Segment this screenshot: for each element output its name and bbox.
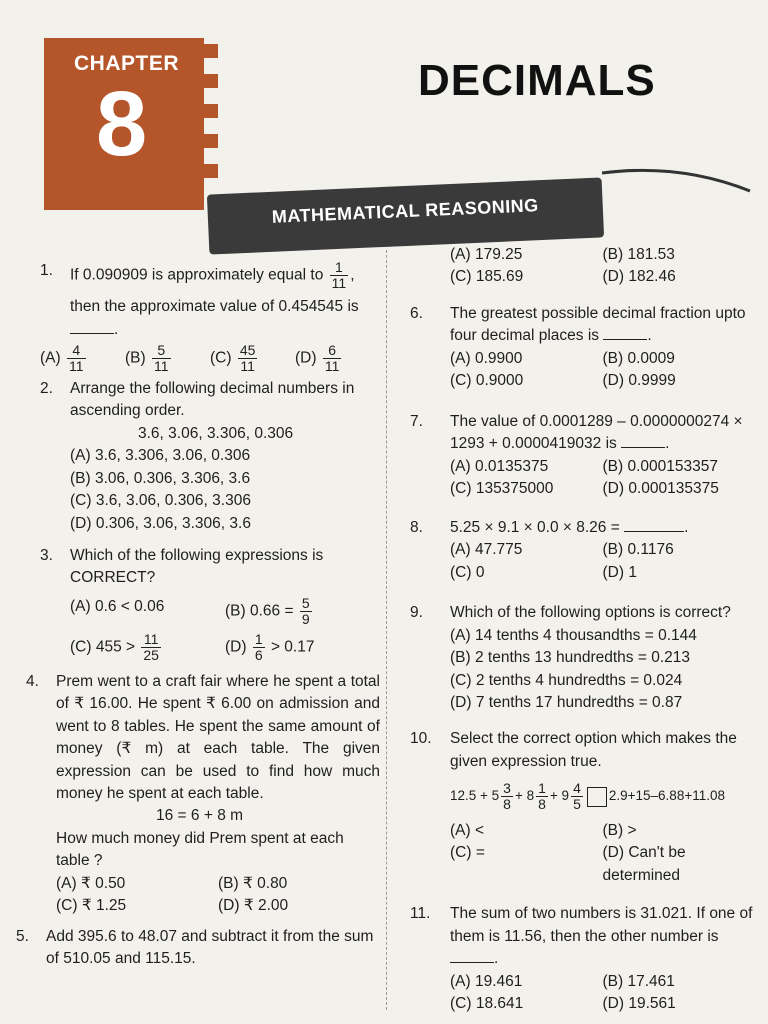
option-a: (A) 14 tenths 4 thousandths = 0.144	[450, 626, 697, 644]
numerator: 4	[573, 780, 581, 797]
option-c: (C) 2 tenths 4 hundredths = 0.024	[450, 671, 683, 689]
option-label: (C)	[210, 349, 232, 367]
numerator: 1	[538, 780, 546, 797]
question-text: Which of the following options is correct?	[450, 604, 731, 622]
option-label: (D)	[225, 638, 247, 656]
question-3	[40, 545, 380, 663]
fraction	[141, 632, 161, 662]
question-number: 5.	[16, 927, 29, 945]
option-b: (B) 0.0009	[602, 349, 675, 367]
option-b: (B) >	[602, 821, 637, 839]
question-6: 6. The greatest possible decimal fraction upto four decimal places is . (A) 0.9900 (B) 0.0009 (C) 0.9000 (D) 0.9999	[410, 303, 755, 393]
numerator: 11	[141, 632, 161, 648]
expr-part: + 8	[514, 788, 535, 804]
fraction	[300, 596, 312, 626]
option-d: (D) 1	[602, 563, 637, 581]
options-row-2	[70, 632, 380, 662]
question-text: Add 395.6 to 48.07 and subtract it from the sum of 510.05 and 115.15.	[46, 927, 374, 968]
answer-blank	[70, 321, 114, 334]
option-a: (A) 0.0135375	[450, 457, 549, 475]
expression: 16 = 6 + 8 m	[156, 807, 244, 825]
decorative-swoosh	[600, 165, 755, 195]
question-7: 7. The value of 0.0001289 – 0.0000000274 × 1293 + 0.0000419032 is . (A) 0.0135375 (B) 0.000153357 (C) 135375000 (D) 0.000135375	[410, 411, 755, 501]
badge-tab	[204, 134, 218, 148]
question-11: 11. The sum of two numbers is 31.021. If one of them is 11.56, then the other number is . (A) 19.461 (B) 17.461 (C) 18.641 (D) 19.561	[410, 903, 755, 1015]
option-d: (D) 0.000135375	[602, 480, 719, 498]
option-c: (C) 0.9000	[450, 372, 524, 390]
chapter-number: 8	[96, 73, 148, 175]
option-b: (B) 2 tenths 13 hundredths = 0.213	[450, 649, 690, 667]
numerator: 5	[152, 343, 171, 359]
denominator: 11	[331, 274, 347, 291]
question-8: 8. 5.25 × 9.1 × 0.0 × 8.26 = . (A) 47.775 (B) 0.1176 (C) 0 (D) 1	[410, 517, 755, 584]
fraction	[536, 781, 548, 811]
options-row-1	[56, 873, 380, 895]
fraction	[330, 260, 349, 290]
question-number: 7.	[410, 412, 423, 430]
option-d: (D) 19.561	[602, 995, 676, 1013]
option-c: (C) ₹ 1.25	[56, 897, 127, 915]
option-a: (A) 179.25	[450, 246, 523, 263]
badge-tab	[204, 104, 218, 118]
option-d	[225, 632, 380, 662]
option-b: (B) 181.53	[602, 246, 675, 263]
expression	[450, 781, 755, 811]
fraction	[238, 343, 258, 373]
fraction	[253, 632, 265, 662]
fraction	[501, 781, 513, 811]
column-divider	[386, 250, 387, 1010]
question-number: 6.	[410, 304, 423, 322]
option-a: (A) 19.461	[450, 972, 523, 990]
option-c: (C) =	[450, 844, 485, 862]
option-label: (D)	[295, 349, 317, 367]
question-text: The greatest possible decimal fraction upto four decimal places is	[450, 304, 746, 345]
fraction	[571, 781, 583, 811]
question-number: 10.	[410, 730, 432, 748]
question-5-options	[410, 244, 755, 289]
option-b: (B) ₹ 0.80	[218, 874, 288, 892]
option-text: > 0.17	[270, 638, 315, 656]
right-column	[410, 244, 755, 1016]
question-text: Prem went to a craft fair where he spent a total of ₹ 16.00. He spent ₹ 6.00 on admission and went to 8 tables. He spent the same amount of money (₹ m) at each table. The given expression can be used to find how much money he spent at each table.	[56, 672, 380, 802]
question-2	[40, 378, 380, 535]
option-a: (A) <	[450, 821, 485, 839]
option-b	[225, 596, 380, 626]
question-text: Select the correct option which makes the given expression true.	[450, 730, 737, 770]
option-c: (C) 135375000	[450, 480, 554, 498]
option-c	[70, 632, 225, 662]
question-number: 1.	[40, 262, 53, 279]
numerator: 3	[503, 780, 511, 797]
badge-tab	[204, 44, 218, 58]
question-text: 5.25 × 9.1 × 0.0 × 8.26 =	[450, 518, 620, 536]
expr-part: 12.5 + 5	[450, 788, 500, 804]
denominator: 8	[538, 796, 546, 813]
option-a: (A) 0.9900	[450, 349, 523, 367]
answer-blank	[624, 519, 684, 532]
option-label: (A)	[40, 349, 61, 367]
page-title: DECIMALS	[418, 56, 656, 105]
question-number: 9.	[410, 604, 423, 622]
question-text: Arrange the following decimal numbers in ascending order.	[70, 379, 355, 420]
answer-blank	[603, 327, 647, 340]
expr-part: + 9	[549, 788, 570, 804]
option-c: (C) 3.6, 3.06, 0.306, 3.306	[70, 492, 251, 510]
option-c: (C) 0	[450, 563, 485, 581]
denominator: 8	[503, 796, 511, 813]
badge-tab	[204, 74, 218, 88]
denominator: 6	[254, 646, 263, 663]
chapter-label: CHAPTER	[74, 52, 180, 75]
option-a: (A) 47.775	[450, 541, 523, 559]
question-1: 1. If 0.090909 is approximately equal to $\frac{1}{11}$ , then the approximate value of 0.454545 is . (A) $\frac{4}{11}$ (B) $\frac{5}{11}$ (C) $\frac{45}{11}$ (D) $\frac{6}{11}$	[40, 260, 380, 374]
numerator: 1	[254, 631, 263, 648]
fraction	[152, 343, 171, 373]
option-a: (A) 3.6, 3.306, 3.06, 0.306	[70, 447, 251, 465]
question-text-cont: then the approximate value of 0.454545 is	[70, 298, 359, 316]
denominator: 9	[301, 610, 310, 627]
question-10	[410, 728, 755, 887]
question-9	[410, 602, 755, 714]
question-text: If 0.090909 is approximately equal to	[70, 266, 324, 284]
question-number: 3.	[40, 546, 53, 564]
option-d: (D) 0.306, 3.06, 3.306, 3.6	[70, 514, 251, 532]
denominator: 11	[240, 358, 255, 374]
badge-tabs	[204, 44, 218, 194]
numerator: 45	[239, 342, 256, 359]
option-b: (B) 0.1176	[602, 541, 674, 559]
question-text: The sum of two numbers is 31.021. If one of them is 11.56, then the other number is	[450, 905, 753, 945]
question-number: 8.	[410, 518, 423, 536]
expr-part: 2.9+15–6.88+11.08	[608, 788, 725, 804]
option-d: (D) Can't be determined	[602, 844, 686, 884]
answer-blank	[450, 950, 494, 963]
badge-tab	[204, 164, 218, 178]
question-ask: How much money did Prem spent at each table ?	[56, 829, 344, 870]
option-b: (B) 3.06, 0.306, 3.306, 3.6	[70, 469, 251, 487]
option-label: (B) 0.66 =	[225, 602, 294, 620]
fraction	[67, 343, 86, 373]
options	[40, 343, 380, 373]
option-d: (D) ₹ 2.00	[218, 897, 289, 915]
question-number: 11.	[410, 905, 431, 923]
fraction	[323, 343, 342, 373]
question-4	[26, 671, 380, 918]
option-c: (C) 18.641	[450, 995, 524, 1013]
numerator: 5	[301, 594, 310, 611]
option-a: (A) ₹ 0.50	[56, 874, 126, 892]
chapter-badge	[44, 38, 204, 210]
number-list: 3.6, 3.06, 3.306, 0.306	[138, 424, 294, 442]
left-column	[16, 259, 380, 971]
options-row-1	[70, 596, 380, 626]
option-label: (C) 455 >	[70, 638, 136, 656]
question-number: 2.	[40, 379, 53, 397]
question-text: The value of 0.0001289 – 0.0000000274 × 1293 + 0.0000419032 is	[450, 412, 743, 453]
denominator: 11	[68, 358, 84, 374]
option-b: (B) 0.000153357	[602, 457, 718, 475]
option-d: (D) 182.46	[602, 268, 676, 286]
numerator: 6	[323, 343, 342, 359]
denominator: 11	[324, 358, 340, 374]
question-5	[16, 926, 380, 971]
question-text: Which of the following expressions is CORRECT?	[70, 546, 324, 587]
option-c: (C) 185.69	[450, 268, 524, 286]
comparison-box	[587, 787, 607, 807]
denominator: 11	[153, 358, 169, 374]
option-a: (A) 0.6 < 0.06	[70, 597, 165, 615]
denominator: 5	[573, 796, 581, 813]
denominator: 25	[143, 646, 159, 663]
section-banner: MATHEMATICAL REASONING	[207, 177, 604, 254]
option-d: (D) 0.9999	[602, 372, 676, 390]
question-number: 4.	[26, 672, 39, 690]
numerator: 1	[330, 260, 349, 276]
option-label: (B)	[125, 349, 146, 367]
option-d: (D) 7 tenths 17 hundredths = 0.87	[450, 693, 683, 711]
options-row-2	[56, 895, 380, 917]
option-b: (B) 17.461	[602, 972, 675, 990]
answer-blank	[621, 435, 665, 448]
numerator: 4	[67, 343, 86, 359]
